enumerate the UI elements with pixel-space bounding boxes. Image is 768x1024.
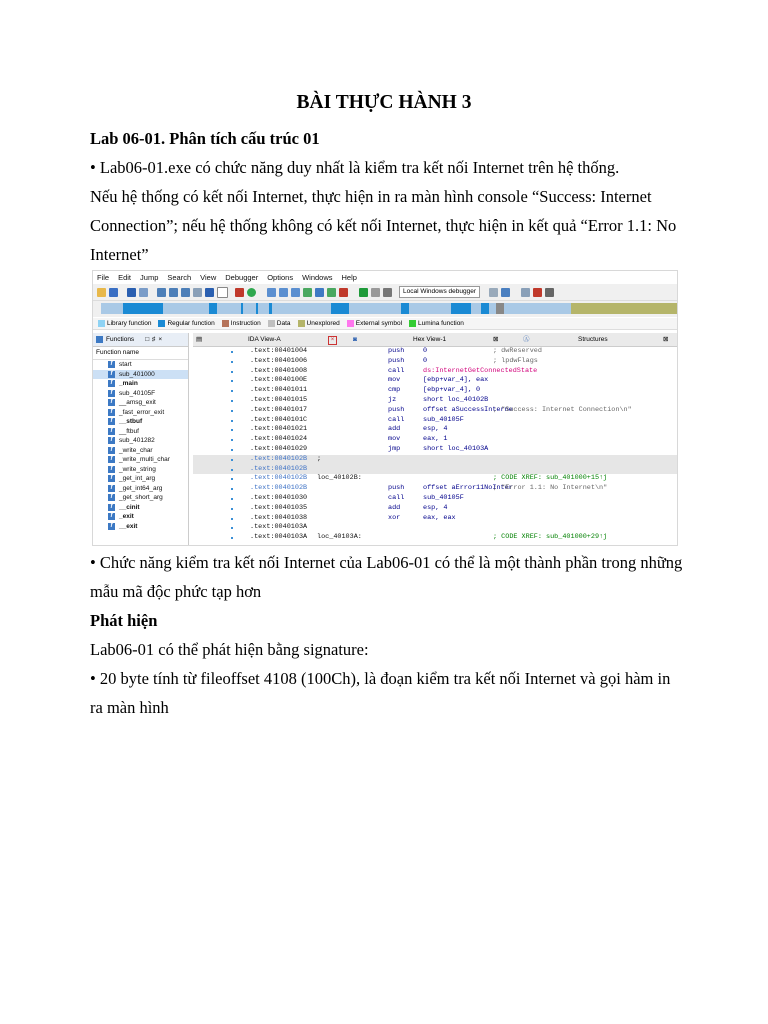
code-operand: offset aError11NoInter [423, 484, 513, 493]
paragraph-component-line-2: mẫu mã độc phức tạp hơn [90, 582, 262, 601]
code-address: .text:00401029 [250, 445, 308, 453]
tab-hex-view[interactable]: Hex View-1 [413, 336, 447, 343]
function-name: sub_40105F [119, 389, 156, 397]
legend-label: Regular function [167, 320, 215, 327]
code-mnemonic: add [388, 503, 401, 512]
code-address: .text:0040102B [250, 474, 308, 483]
paragraph-offset-line-1: • 20 byte tính từ fileoffset 4108 (100Ch), là đoạn kiểm tra kết nối Internet và gọi hàm in [90, 669, 671, 688]
ida-screenshot [92, 270, 678, 546]
code-address: .text:00401006 [250, 356, 308, 365]
code-address: .text:00401024 [250, 435, 308, 444]
pin-window-icon[interactable]: ♯ [152, 336, 156, 343]
window-restore-icon[interactable]: □ [145, 336, 150, 343]
gutter-dot [231, 508, 233, 510]
gutter-dot [231, 439, 233, 441]
navigation-strip[interactable] [101, 303, 678, 314]
code-operand: eax, 1 [423, 435, 448, 444]
functions-window [93, 333, 189, 546]
code-line[interactable] [193, 425, 678, 435]
code-address: .text:00401017 [250, 405, 308, 414]
forward-arrow-icon[interactable] [139, 288, 148, 297]
function-icon: f [108, 371, 115, 378]
code-operand: [ebp+var_4], eax [423, 376, 489, 385]
function-icon: f [108, 380, 115, 387]
gutter-dot [231, 469, 233, 471]
ida-menubar [93, 271, 678, 284]
code-address: .text:00401030 [250, 494, 308, 502]
code-label: loc_40102B: [317, 474, 362, 483]
code-mnemonic: call [388, 494, 405, 502]
code-address: .text:0040103A [250, 533, 308, 542]
code-address: .text:00401035 [250, 503, 308, 512]
back-arrow-icon[interactable] [127, 288, 136, 297]
disassembly-listing[interactable] [193, 347, 678, 546]
code-address: .text:0040101C [250, 415, 308, 424]
legend-label: Unexplored [306, 320, 340, 327]
ida-view-icon: ▤ [196, 336, 203, 343]
gutter-dot [231, 478, 233, 480]
code-line[interactable] [193, 465, 678, 475]
code-line[interactable] [193, 347, 678, 357]
breakpoint-icon[interactable] [533, 288, 542, 297]
code-line[interactable] [193, 357, 678, 367]
code-line[interactable] [193, 484, 678, 494]
code-mnemonic: cmp [388, 386, 401, 395]
code-line[interactable] [193, 376, 678, 386]
legend-item [298, 320, 340, 327]
graph-icon[interactable] [267, 288, 276, 297]
function-list-item[interactable] [93, 408, 188, 418]
function-icon: f [108, 456, 115, 463]
nav-segment [269, 303, 272, 314]
nav-segment [256, 303, 258, 314]
play-icon[interactable] [359, 288, 368, 297]
function-name: _get_short_arg [119, 494, 163, 502]
code-line[interactable] [193, 533, 678, 543]
code-address: .text:0040102B [250, 454, 308, 463]
code-line[interactable] [193, 406, 678, 416]
code-mnemonic: push [388, 484, 405, 493]
function-list-item[interactable] [93, 446, 188, 456]
function-name: __cinit [119, 503, 140, 511]
lab-heading: Lab 06-01. Phân tích cấu trúc 01 [90, 129, 320, 148]
function-icon: f [108, 475, 115, 482]
text-icon[interactable] [217, 287, 228, 298]
down-arrow-icon[interactable] [205, 288, 214, 297]
code-line[interactable] [193, 514, 678, 524]
code-line[interactable] [193, 445, 678, 455]
save-icon[interactable] [109, 288, 118, 297]
tab-structures[interactable]: Structures [578, 336, 608, 343]
function-icon: f [108, 523, 115, 530]
function-icon: f [108, 390, 115, 397]
code-mnemonic: add [388, 425, 401, 434]
gutter-dot [231, 429, 233, 431]
function-list-item[interactable] [93, 503, 188, 513]
legend-label: External symbol [355, 320, 403, 327]
close-hex-tab-icon[interactable]: ⊠ [493, 336, 499, 343]
step-icon[interactable] [521, 288, 530, 297]
hex-view-icon: ◙ [353, 336, 357, 343]
debug-options-icon[interactable] [489, 288, 498, 297]
menu-windows[interactable]: Windows [302, 273, 333, 282]
legend-swatch [268, 320, 275, 327]
code-line[interactable] [193, 504, 678, 514]
function-icon: f [108, 437, 115, 444]
function-list-item[interactable] [93, 379, 188, 389]
code-label: ; [317, 454, 322, 463]
close-tab-icon[interactable]: × [328, 336, 337, 345]
code-mnemonic: push [388, 347, 405, 355]
structures-icon: Ⓐ [523, 336, 530, 343]
code-address: .text:0040102B [250, 464, 308, 473]
function-icon: f [108, 447, 115, 454]
code-line[interactable] [193, 416, 678, 426]
ida-toolbar [93, 284, 677, 301]
function-name: _write_multi_char [119, 456, 170, 464]
pause-icon[interactable] [371, 288, 380, 297]
function-name: _write_char [119, 446, 153, 454]
run-circle-icon[interactable] [247, 288, 256, 297]
code-address: .text:00401021 [250, 425, 308, 434]
code-operand: short loc_40102B [423, 396, 489, 404]
code-address: .text:00401008 [250, 366, 308, 375]
nav-segment [401, 303, 409, 314]
gutter-dot [231, 459, 233, 461]
code-line[interactable] [193, 367, 678, 377]
function-list-item[interactable] [93, 417, 188, 427]
legend-item [347, 320, 402, 327]
function-name: __exit [119, 522, 138, 530]
plugin-icon[interactable] [303, 288, 312, 297]
functions-window-header [93, 333, 188, 347]
structure-icon[interactable] [157, 288, 166, 297]
function-list-item[interactable] [93, 522, 188, 532]
code-operand: 0 [423, 347, 428, 355]
code-comment: ; CODE XREF: sub_401000+15↑j [493, 474, 608, 483]
menu-file[interactable]: File [97, 273, 110, 282]
nav-segment [481, 303, 489, 314]
function-name: _fast_error_exit [119, 408, 165, 416]
function-list-item[interactable] [93, 474, 188, 484]
code-operand: sub_40105F [423, 494, 464, 502]
function-list-item[interactable] [93, 389, 188, 399]
paragraph-signature: Lab06-01 có thể phát hiện bằng signature: [90, 640, 369, 659]
nav-segment [496, 303, 504, 314]
paragraph-behavior-line-3: Internet” [90, 245, 149, 264]
attach-icon[interactable] [501, 288, 510, 297]
paragraph-component-line-1: • Chức năng kiểm tra kết nối Internet của Lab06-01 có thể là một thành phần trong những [90, 553, 683, 572]
function-icon: f [108, 399, 115, 406]
legend-swatch [409, 320, 416, 327]
code-comment: ; lpdwFlags [493, 356, 538, 365]
paragraph-description: • Lab06-01.exe có chức năng duy nhất là kiểm tra kết nối Internet trên hệ thống. [90, 158, 620, 177]
function-name: __stbuf [119, 418, 143, 426]
tab-ida-view[interactable]: IDA View-A [248, 336, 281, 343]
code-mnemonic: jmp [388, 445, 401, 453]
function-list-item[interactable] [93, 512, 188, 522]
gutter-dot [231, 420, 233, 422]
gutter-dot [231, 361, 233, 363]
stop-icon[interactable] [235, 288, 244, 297]
code-operand: offset aSuccessInterne [423, 405, 513, 414]
legend-swatch [98, 320, 105, 327]
functions-title: Functions [106, 336, 135, 343]
code-address: .text:00401015 [250, 396, 308, 404]
gutter-dot [231, 380, 233, 382]
function-list-item[interactable] [93, 465, 188, 475]
function-name: __amsg_exit [119, 399, 156, 407]
code-mnemonic: call [388, 366, 405, 375]
code-address: .text:00401011 [250, 386, 308, 395]
code-operand: [ebp+var_4], 0 [423, 386, 481, 395]
function-name: _main [119, 380, 138, 388]
code-address: .text:00401038 [250, 513, 308, 522]
legend-swatch [347, 320, 354, 327]
function-icon: f [108, 466, 115, 473]
function-icon: f [108, 418, 115, 425]
code-operand: eax, eax [423, 513, 456, 522]
function-list-item[interactable] [93, 436, 188, 446]
nav-segment [331, 303, 349, 314]
code-mnemonic: mov [388, 376, 401, 385]
code-operand: sub_40105F [423, 415, 464, 424]
view-tabs [193, 333, 678, 347]
close-window-icon[interactable]: × [158, 336, 163, 343]
code-address: .text:00401004 [250, 347, 308, 355]
close-structures-tab-icon[interactable]: ⊠ [663, 336, 669, 343]
functions-icon [96, 336, 103, 343]
function-list-item[interactable] [93, 484, 188, 494]
function-list-item[interactable] [93, 455, 188, 465]
gutter-dot [231, 449, 233, 451]
function-icon: f [108, 409, 115, 416]
segment-icon[interactable] [181, 288, 190, 297]
gutter-dot [231, 498, 233, 500]
legend-label: Instruction [230, 320, 261, 327]
legend-label: Data [276, 320, 291, 327]
detect-heading: Phát hiện [90, 611, 158, 630]
legend-label: Library function [107, 320, 152, 327]
paragraph-behavior-line-2: Connection”; nếu hệ thống không có kết nối Internet, thực hiện in kết quả “Error 1.1: No [90, 216, 677, 235]
navigation-band[interactable] [93, 301, 677, 317]
nav-segment [209, 303, 217, 314]
function-name-column-header[interactable]: Function name [93, 347, 188, 360]
function-list [93, 360, 188, 531]
function-icon: f [108, 504, 115, 511]
menu-options[interactable]: Options [267, 273, 294, 282]
gutter-dot [231, 400, 233, 402]
nav-segment-unexplored [571, 303, 678, 314]
code-line[interactable] [193, 523, 678, 533]
close-x-icon[interactable] [339, 288, 348, 297]
hex-icon[interactable] [193, 288, 202, 297]
legend-item [98, 320, 151, 327]
graph2-icon[interactable] [279, 288, 288, 297]
function-name: sub_401000 [119, 370, 155, 378]
code-line[interactable] [193, 474, 678, 484]
function-list-item[interactable] [93, 360, 188, 370]
gutter-dot [231, 351, 233, 353]
color-legend [93, 318, 677, 330]
code-address: .text:0040102B [250, 484, 308, 493]
code-mnemonic: push [388, 405, 405, 414]
menu-debugger[interactable]: Debugger [225, 273, 259, 282]
code-line[interactable] [193, 396, 678, 406]
function-name: _get_int_arg [119, 475, 156, 483]
run-to-icon[interactable] [545, 288, 554, 297]
gutter-dot [231, 488, 233, 490]
nav-segment [451, 303, 471, 314]
code-line[interactable] [193, 435, 678, 445]
code-address: .text:0040103A [250, 523, 308, 532]
function-list-item[interactable] [93, 398, 188, 408]
gutter-dot [231, 518, 233, 520]
function-icon: f [108, 513, 115, 520]
function-icon: f [108, 485, 115, 492]
code-mnemonic: call [388, 415, 405, 424]
code-operand: esp, 4 [423, 425, 448, 434]
gutter-dot [231, 390, 233, 392]
function-list-item[interactable] [93, 370, 188, 380]
legend-swatch [222, 320, 229, 327]
legend-item [222, 320, 261, 327]
legend-item [158, 320, 214, 327]
code-mnemonic: xor [388, 513, 401, 522]
nav-segment [241, 303, 243, 314]
document-title: BÀI THỰC HÀNH 3 [296, 92, 472, 113]
code-comment: ; CODE XREF: sub_401000+29↑j [493, 533, 608, 542]
patch-icon[interactable] [327, 288, 336, 297]
code-address: .text:0040100E [250, 376, 308, 385]
gutter-dot [231, 537, 233, 539]
code-mnemonic: mov [388, 435, 401, 444]
stop-debug-icon[interactable] [383, 288, 392, 297]
nav-segment [123, 303, 163, 314]
paragraph-offset-line-2: ra màn hình [90, 698, 169, 717]
function-icon: f [108, 361, 115, 368]
function-icon: f [108, 428, 115, 435]
debugger-select[interactable]: Local Windows debugger [399, 286, 480, 298]
code-line[interactable] [193, 494, 678, 504]
code-comment: ; "Error 1.1: No Internet\n" [493, 484, 608, 493]
gutter-dot [231, 527, 233, 529]
gutter-dot [231, 371, 233, 373]
code-label: loc_40103A: [317, 533, 362, 542]
function-name: sub_401282 [119, 437, 155, 445]
code-mnemonic: push [388, 356, 405, 365]
code-comment: ; "Success: Internet Connection\n" [493, 405, 632, 414]
code-operand: short loc_40103A [423, 445, 489, 453]
function-list-item[interactable] [93, 427, 188, 437]
code-mnemonic: jz [388, 396, 397, 404]
function-name: _get_int64_arg [119, 484, 163, 492]
xref-icon[interactable] [291, 288, 300, 297]
code-comment: ; dwReserved [493, 347, 542, 355]
menu-help[interactable]: Help [341, 273, 357, 282]
pin-icon[interactable] [315, 288, 324, 297]
legend-item [268, 320, 291, 327]
code-operand: ds:InternetGetConnectedState [423, 366, 538, 375]
legend-swatch [158, 320, 165, 327]
menu-jump[interactable]: Jump [140, 273, 159, 282]
paragraph-behavior-line-1: Nếu hệ thống có kết nối Internet, thực hiện in ra màn hình console “Success: Internet [90, 187, 652, 206]
function-name: start [119, 361, 132, 369]
code-line[interactable] [193, 455, 678, 465]
function-list-item[interactable] [93, 493, 188, 503]
menu-search[interactable]: Search [167, 273, 192, 282]
legend-label: Lumina function [418, 320, 464, 327]
menu-view[interactable]: View [200, 273, 217, 282]
code-line[interactable] [193, 386, 678, 396]
gutter-dot [231, 410, 233, 412]
function-name: __ftbuf [119, 427, 139, 435]
code-operand: 0 [423, 356, 428, 365]
enum-icon[interactable] [169, 288, 178, 297]
function-name: _write_string [119, 465, 156, 473]
menu-edit[interactable]: Edit [118, 273, 132, 282]
function-icon: f [108, 494, 115, 501]
code-operand: esp, 4 [423, 503, 448, 512]
legend-item [409, 320, 464, 327]
function-name: _exit [119, 513, 134, 521]
legend-swatch [298, 320, 305, 327]
open-icon[interactable] [97, 288, 106, 297]
